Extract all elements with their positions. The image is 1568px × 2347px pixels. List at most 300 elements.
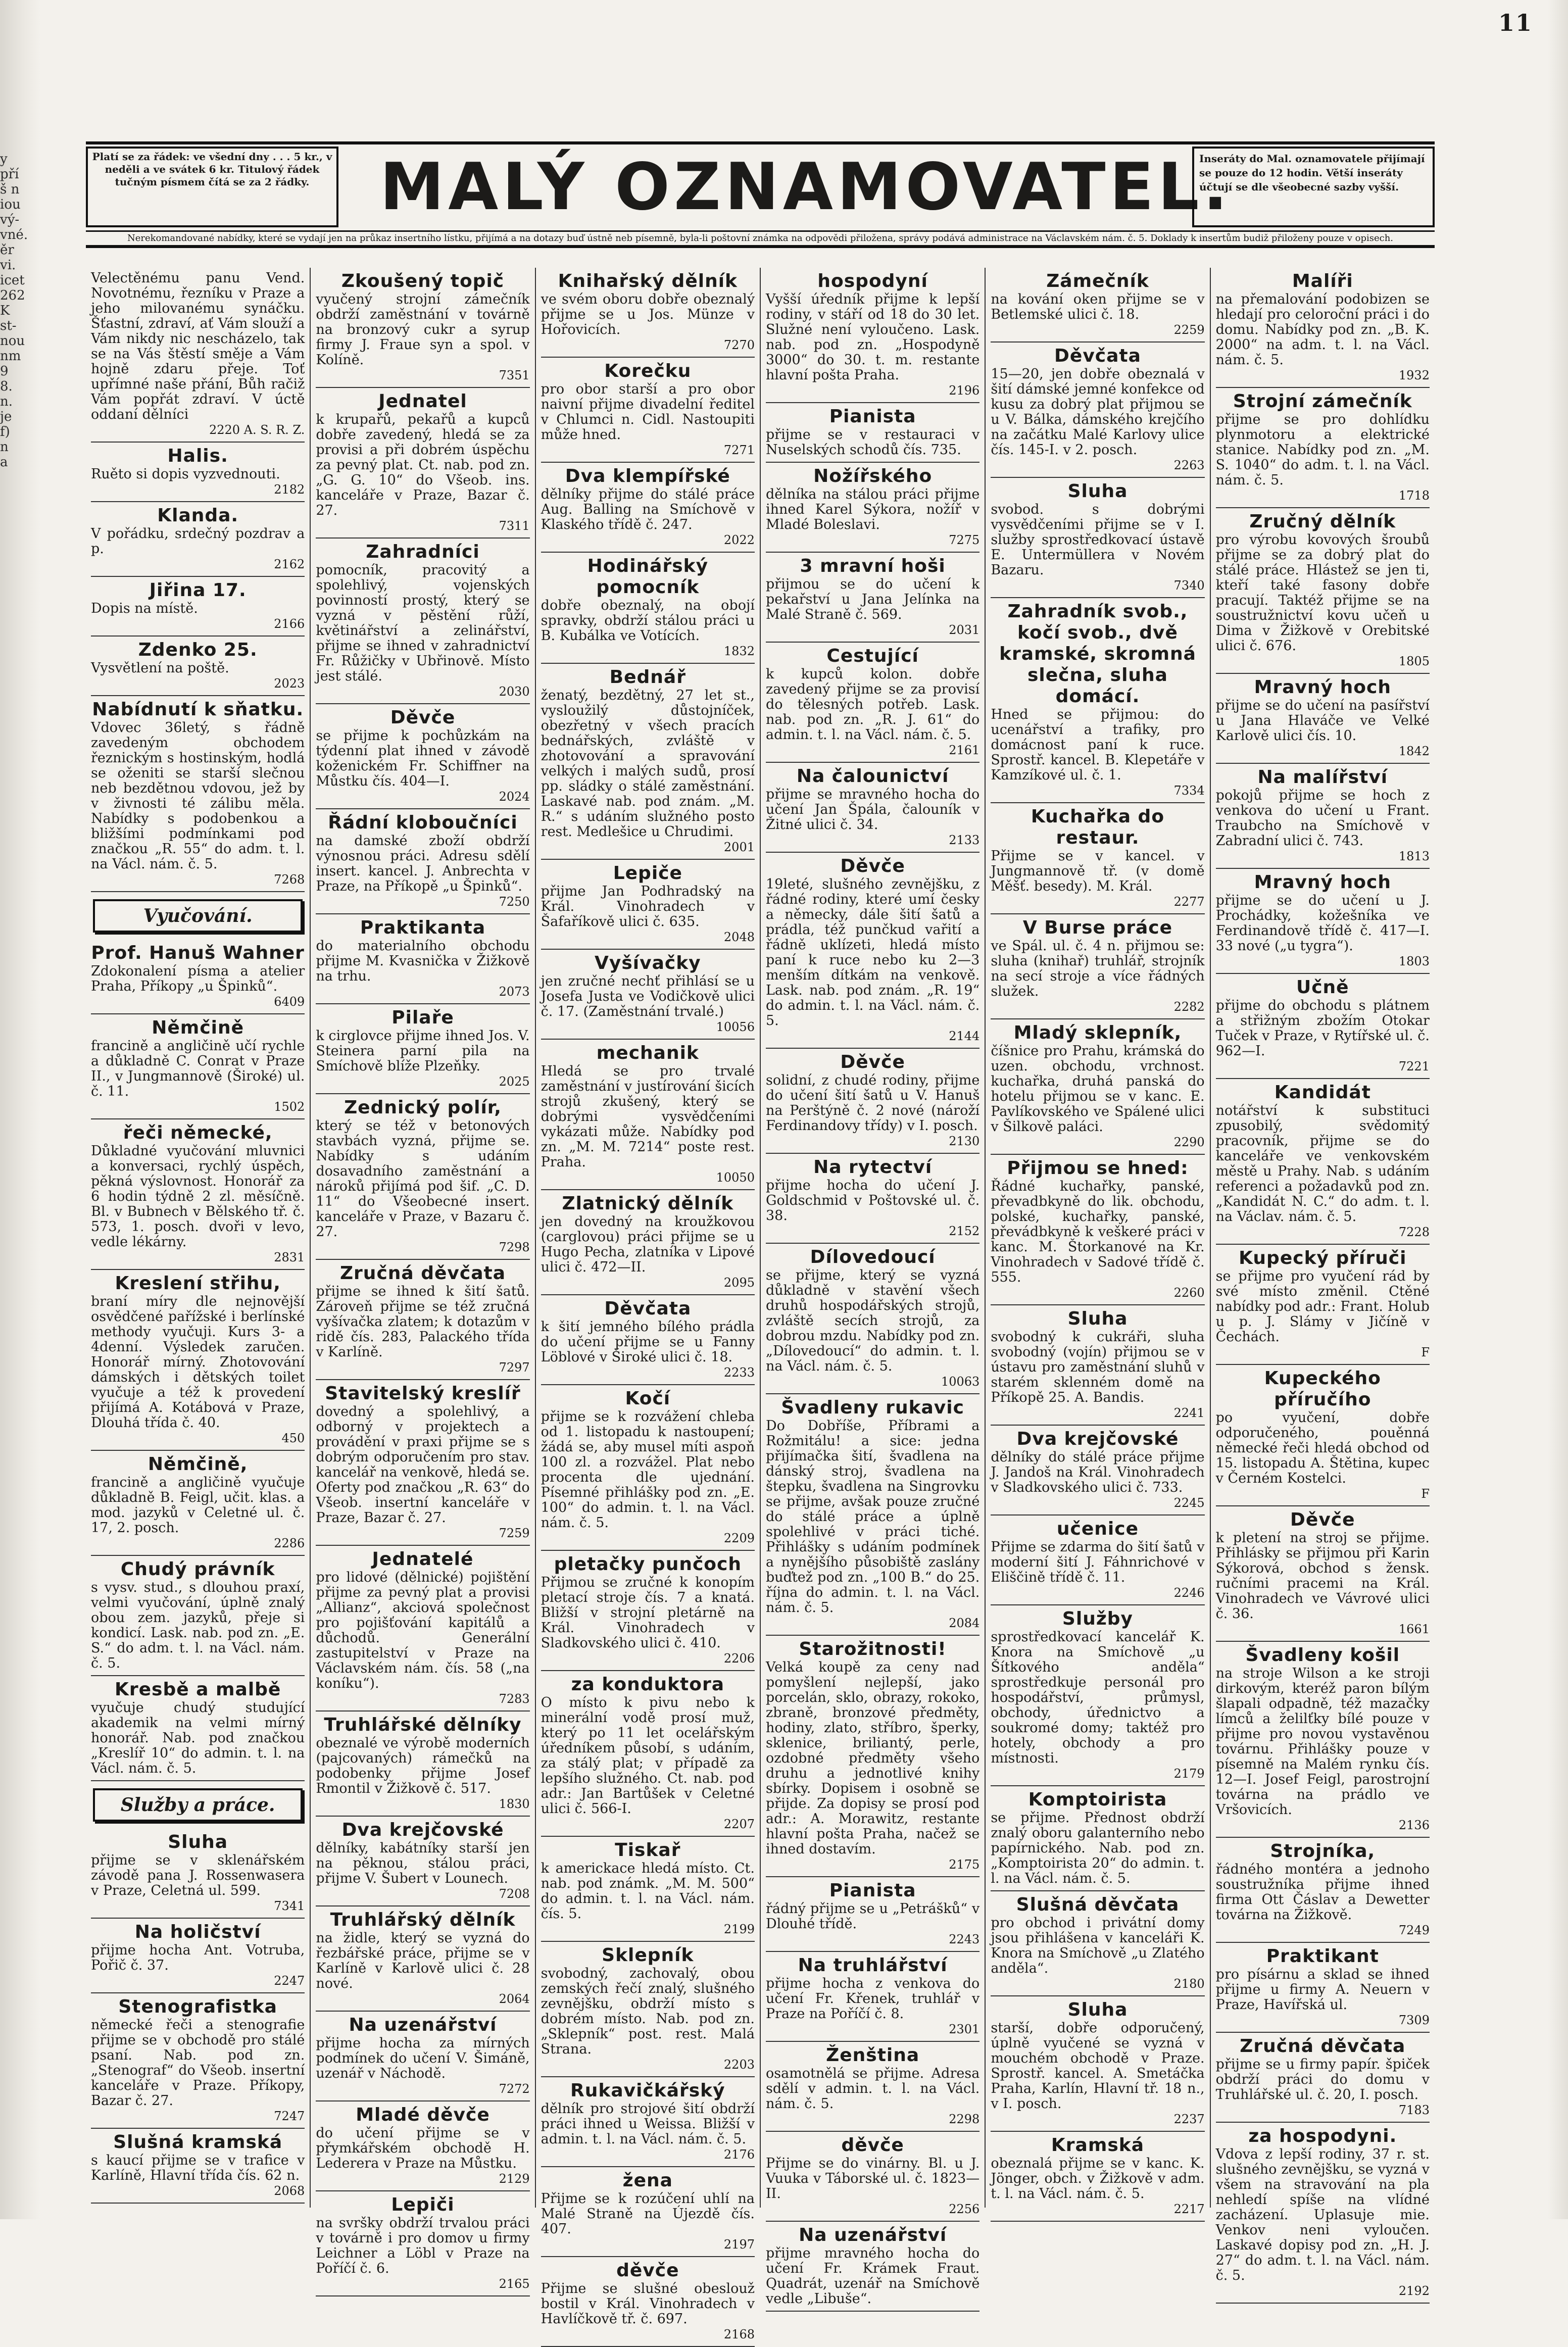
- ad-reference-number: 1661: [1398, 1622, 1430, 1636]
- ad-heading: mechanik: [596, 1043, 699, 1063]
- column-1: [86, 268, 311, 2208]
- ad-body: Vyšší úředník přijme k lepší rodiny, v stáří od 18 do 30 let. Služné není vyloučeno. Lask. nab. pod zn. „Hospodyně 3000“ do 30. t. m. restante hlavní pošta Praha.: [765, 291, 980, 383]
- ad-heading: za hospodyni.: [1248, 2126, 1397, 2146]
- ad-reference-number: 1803: [1398, 954, 1430, 968]
- ad-reference-number: 1502: [274, 1100, 305, 1114]
- ad-body: s vysv. stud., s dlouhou praxí, velmi vyučování, úplně znalý obou zem. jazyků, přeje si kondicí. Lask. nab. pod zn. „E. S.“ do adm. t. l. na Václ. nám. č. 5.: [91, 1580, 305, 1671]
- classified-ad: [766, 2042, 979, 2132]
- classified-ad: [91, 637, 305, 696]
- ad-heading: žena: [622, 2170, 673, 2191]
- ad-reference-number: 2168: [723, 2327, 755, 2341]
- classified-ad: [541, 553, 755, 664]
- ad-reference-number: 450: [281, 1431, 305, 1445]
- ad-reference-number: 2073: [499, 985, 530, 999]
- ad-reference-number: 7298: [499, 1240, 530, 1254]
- ad-reference-number: 2022: [723, 533, 755, 547]
- ad-heading: Halis.: [167, 446, 228, 466]
- ad-body: přijme se pro dohlídku plynmotoru a elektrické stanice. Nabídky pod zn. „M. S. 1040“ do adm. t. l. na Václ. nám. č. 5.: [1215, 412, 1430, 488]
- ad-reference-number: 2095: [723, 1276, 755, 1290]
- ad-heading: Kandidát: [1274, 1082, 1371, 1103]
- ad-body: pro obor starší a pro obor naivní přijme divadelní ředitel v Chlumci n. Cidl. Nastoupiti může hned.: [541, 381, 755, 443]
- ad-reference-number: 2831: [274, 1250, 305, 1264]
- ad-heading: Pianista: [829, 1880, 916, 1901]
- classified-ad: [766, 2132, 979, 2222]
- ad-heading: Lepiče: [613, 863, 682, 884]
- ad-body: Dopis na místě.: [91, 601, 198, 616]
- ad-body: Přijme se v kancel. v Jungmannově tř. (v domě Měšť. besedy). M. Král.: [991, 848, 1205, 894]
- ad-heading: Malíři: [1292, 271, 1353, 291]
- ad-body: přijme hocha z venkova do učení Fr. Křenek, truhlář v Praze na Poříčí č. 8.: [765, 1976, 980, 2022]
- ad-heading: Kupecký příruči: [1239, 1248, 1407, 1268]
- ad-heading: Vyšívačky: [595, 953, 701, 973]
- ad-heading: Přijmou se hned:: [1007, 1158, 1189, 1179]
- ad-body: osamotnělá se přijme. Adresa sdělí v admin. t. l. na Václ. nám. č. 5.: [765, 2066, 980, 2112]
- classified-ad: [316, 1546, 529, 1712]
- ad-body: svobodný k cukráři, sluha svobodný (vojín) přijmou se v ústavu pro zaměstnání sluhů v starém sklenném domě na Příkopě 25. A. Bandis.: [991, 1329, 1205, 1405]
- classified-ad: [541, 358, 755, 463]
- ad-reference-number: 2282: [1173, 1000, 1205, 1014]
- ad-body: přijme mravného hocha do učení Fr. Krámek Fraut. Quadrát, uzenář na Smíchově vedle „Libuše“.: [765, 2245, 980, 2307]
- ad-reference-number: 2152: [949, 1224, 980, 1238]
- ad-reference-number: 7250: [499, 895, 530, 909]
- ad-reference-number: 2165: [499, 2277, 530, 2291]
- ad-body: řádný přijme se u „Petrášků“ v Dlouhé třídě.: [765, 1901, 980, 1932]
- ad-body: přijme se mravného hocha do učení Jan Špála, čalouník v Žitné ulici č. 34.: [765, 787, 980, 833]
- ad-heading: Na uzenářství: [349, 2015, 497, 2035]
- classified-ad: [766, 643, 979, 763]
- ad-reference-number: 2209: [723, 1531, 755, 1545]
- ad-heading: Praktikanta: [360, 917, 486, 938]
- ad-heading: Sluha: [1067, 481, 1128, 502]
- ad-body: číšnice pro Prahu, krámská do uzen. obchodu, vrchnost. kuchařka, druhá panská do hotelu přijmou se v kanc. E. Pavlíkovského ve Spálené ulici v Šilkově paláci.: [991, 1043, 1205, 1135]
- ad-heading: Děvčata: [1054, 346, 1141, 366]
- classified-ad: [766, 1244, 979, 1394]
- ad-reference-number: 7283: [499, 1692, 530, 1706]
- ad-heading: Praktikant: [1266, 1946, 1379, 1967]
- ad-heading: Truhlářský dělník: [330, 1910, 516, 1930]
- classified-ad: [1216, 764, 1430, 869]
- classified-ad: [541, 1942, 755, 2077]
- ad-body: 19leté, slušného zevnějšku, z řádné rodiny, které umí česky a německy, dále šití šatů a prádla, též punčkud vařití a řádně uklízeti, hledá místo paní k ruce nebo ku 2—3 menším dítkám na venkově. Lask. nab. pod znám. „R. 19“ do admin. t. l. na Václ. nám. č. 5.: [765, 876, 980, 1029]
- scan-edge-right: [1548, 0, 1568, 2219]
- ad-heading: Stenografistka: [118, 1996, 277, 2017]
- ad-heading: za konduktora: [571, 1674, 725, 1695]
- ad-reference-number: 7259: [499, 1526, 530, 1540]
- ad-heading: Sklepník: [602, 1945, 694, 1966]
- ad-reference-number: 10056: [716, 1020, 755, 1034]
- ad-heading: Tiskař: [615, 1840, 681, 1861]
- ad-body: Vysvětlení na poště.: [91, 660, 229, 676]
- classified-ad: [991, 268, 1204, 343]
- ad-heading: Zručný dělník: [1249, 511, 1396, 532]
- ad-body: pro obchod i privátní domy jsou přihlášena v kanceláři K. Knora na Smíchově „u Zlatého anděla“.: [991, 1915, 1205, 1976]
- ad-body: dělníky do stálé práce přijme J. Jandoš na Král. Vinohradech v Sladkovského ulici č. 733.: [991, 1449, 1205, 1495]
- margin-fragment: f): [0, 424, 10, 439]
- ad-body: Velká koupě za ceny nad pomyšlení nejlepší, jako porcelán, sklo, obrazy, rokoko, zbraně, bronzové předměty, hodiny, zlato, stříbro, šperky, sklenice, briliantý, perle, ozdobné předměty všeho druhu a jednotlivé knihy sbírky. Dopisem i osobně se přijde. Za dopisy se prosí pod adr.: A. Morawitz, restante hlavní pošta Praha, načež se ihned dostavím.: [765, 1659, 980, 1857]
- ad-reference-number: 2290: [1173, 1135, 1205, 1149]
- margin-fragment: iou: [0, 197, 21, 212]
- classified-ad: [766, 1394, 979, 1636]
- ad-body: Vdovec 36letý, s řádně zavedeným obchodem řeznickým s hostinským, hodlá se oženiti se starší slečnou neb bezdětnou vdovou, jež by v živnosti té zálibu měla. Nabídky s podobenkou a bližšími podmínkami pod značkou „R. 55“ do adm. t. l. na Václ. nám. č. 5.: [91, 720, 305, 872]
- ad-heading: Mladý sklepník,: [1013, 1022, 1182, 1043]
- ad-body: se přijme k pochůzkám na týdenní plat ihned v závodě koženickém Fr. Schiffner na Můstku čís. 404—I.: [316, 728, 530, 789]
- ad-body: Přijme se zdarma do šití šatů v moderní šití J. Fáhnrichové v Eliščině třídě č. 11.: [991, 1539, 1205, 1585]
- ad-reference-number: 2192: [1398, 2284, 1430, 2298]
- ad-heading: Kramská: [1051, 2135, 1145, 2156]
- page-title: MALÝ OZNAMOVATEL.: [379, 149, 1232, 225]
- masthead-top-rule: [86, 141, 1435, 144]
- ad-body: braní míry dle nejnovější osvědčené pařížské i berlínské methody vyučuji. Kurs 3- a 4denní. Výsledek zaručen. Honorář mírný. Zhotovování dámských i dětských toilet vyučuje a též k provedení přijímá A. Kotábová v Praze, Dlouhá třída č. 40.: [91, 1294, 305, 1431]
- ad-heading: děvče: [841, 2135, 904, 2156]
- ad-body: ve svém oboru dobře obeznalý přijme se u Jos. Münze v Hořovicích.: [541, 291, 755, 337]
- ad-heading: Na rytectví: [813, 1157, 933, 1178]
- ad-body: Hledá se pro trvalé zaměstnání v justírování šicích strojů zkušený, který se dobrými vysvědčeními vykázati může. Nabídky pod zn. „M. M. 7214“ poste rest. Praha.: [541, 1063, 755, 1170]
- ad-body: pro písárnu a sklad se ihned přijme u firmy A. Neuern v Praze, Havířská ul.: [1215, 1967, 1430, 2013]
- ad-body: francině a angličině vyučuje důkladně B. Feigl, učit. klas. a mod. jazyků v Celetné ul. č. 17, 2. posch.: [91, 1475, 305, 1536]
- classified-ad: [541, 2257, 755, 2347]
- margin-fragment: st-: [0, 318, 17, 333]
- classified-ad: [991, 1996, 1204, 2132]
- ad-body: k krupařů, pekařů a kupců dobře zavedený, hledá se za provisi a při dobrém úspěchu za pevný plat. Ct. nab. pod zn. „G. G. 10“ do Všeob. ins. kanceláře v Praze, Bazar č. 27.: [316, 412, 530, 518]
- classified-ad: [991, 1426, 1204, 1515]
- ad-reference-number: 7247: [274, 2109, 305, 2123]
- classified-ad: [541, 860, 755, 950]
- classified-ad: [1216, 1245, 1430, 1365]
- ad-heading: Jednatel: [378, 391, 467, 412]
- ad-reference-number: 2161: [949, 743, 980, 757]
- classified-ad: [1216, 1506, 1430, 1642]
- margin-fragment: vné.: [0, 227, 28, 242]
- ad-heading: Jiřina 17.: [149, 580, 247, 601]
- ad-reference-number: 7334: [1173, 784, 1205, 798]
- ad-reference-number: 2136: [1398, 1818, 1430, 1832]
- classified-ad: [766, 1636, 979, 1877]
- ad-body: přijme hocha Ant. Votruba, Pořič č. 37.: [91, 1942, 305, 1973]
- classified-ad: [316, 1004, 529, 1094]
- ad-heading: Na uzenářství: [799, 2225, 947, 2245]
- ad-reference-number: F: [1421, 1345, 1430, 1359]
- classified-ad: [91, 1119, 305, 1270]
- ad-body: dělníky, kabátníky starší jen na pěknou, stálou práci, přijme V. Šubert v Lounech.: [316, 1840, 530, 1886]
- ad-heading: Dva krejčovské: [1016, 1429, 1179, 1449]
- ad-heading: Prof. Hanuš Wahner: [91, 943, 305, 963]
- classified-ad: [766, 1877, 979, 1952]
- classified-ad: [991, 914, 1204, 1019]
- classified-ad: [1216, 1365, 1430, 1506]
- ad-reference-number: 2129: [499, 2172, 530, 2186]
- ad-heading: Strojní zámečník: [1233, 391, 1412, 412]
- classified-ad: [991, 1891, 1204, 1996]
- classified-ad: [541, 2077, 755, 2167]
- ad-reference-number: 6409: [274, 995, 305, 1009]
- ad-body: k cirglovce přijme ihned Jos. V. Steinera parní pila na Smíchově blíže Plzeňky.: [316, 1028, 530, 1074]
- classified-ad: [1216, 674, 1430, 764]
- margin-fragment: vi.: [0, 258, 16, 273]
- ad-reference-number: 7272: [499, 2082, 530, 2096]
- ad-body: přijme se do učení u J. Prochádky, kožešníka ve Ferdinandově třídě č. 417—I. 33 nové („u tygra“).: [1215, 893, 1430, 954]
- ad-heading: Na holičství: [134, 1922, 261, 1942]
- ad-body: dělníky přijme do stálé práce Aug. Balling na Smíchově v Klaského třídě č. 247.: [541, 486, 755, 532]
- ad-reference-number: 2245: [1173, 1496, 1205, 1510]
- ad-body: dovedný a spolehlivý, a odborný v projektech a provádění v praxi přijme se s dobrým odporučením pro stav. kancelář na venkově, hledá se. Oferty pod značkou „R. 63“ do Všeob. insertní kanceláře v Praze, Bazar č. 27.: [316, 1404, 530, 1526]
- ad-reference-number: 2048: [723, 930, 755, 944]
- ad-heading: Lepiči: [391, 2194, 455, 2215]
- ad-reference-number: 2277: [1173, 895, 1205, 909]
- ad-reference-number: 1813: [1398, 849, 1430, 863]
- ad-heading: Hodinářský pomocník: [587, 556, 709, 598]
- ad-heading: Zručná děvčata: [339, 1263, 506, 1284]
- ad-reference-number: 7228: [1398, 1225, 1430, 1239]
- classified-ad: [541, 2167, 755, 2257]
- ad-body: dobře obeznalý, na obojí spravky, obdrží stálou práci u B. Kubálka ve Votících.: [541, 598, 755, 644]
- ad-heading: Strojníka,: [1270, 1841, 1376, 1862]
- ad-body: řádného montéra a jednoho soustružníka přijme ihned firma Ott Čáslav a Dewetter továrna na Žižkově.: [1215, 1862, 1430, 1923]
- ad-reference-number: 7183: [1398, 2103, 1430, 2117]
- ad-reference-number: 2246: [1173, 1586, 1205, 1600]
- column-4: [761, 268, 986, 2307]
- classified-ad: [991, 1515, 1204, 1605]
- ad-reference-number: 10063: [941, 1375, 980, 1389]
- ad-reference-number: 7208: [499, 1887, 530, 1901]
- classified-ad: [91, 1919, 305, 1993]
- ad-body: k šití jemného bílého prádla do učení přijme se u Fanny Löblové v Široké ulici č. 18.: [541, 1319, 755, 1365]
- ad-body: Přijme se k rozúčení uhlí na Malé Straně na Újezdě čís. 407.: [541, 2191, 755, 2237]
- classified-ad: [316, 1817, 529, 1906]
- ad-heading: Dílovedoucí: [810, 1247, 936, 1267]
- ad-heading: Sluha: [1067, 1999, 1128, 2020]
- ad-body: Řádné kuchařky, panské, převadbkyně do lik. obchodu, polské, kuchařky, panské, převádbkyně k veškeré práci v kanc. M. Štorkanové na Kr. Vinohradech v Sadové třídě č. 555.: [991, 1179, 1205, 1285]
- ad-heading: Děvče: [840, 1052, 905, 1072]
- ad-body: přijme hocha za mírných podmínek do učení V. Šimáně, uzenář v Náchodě.: [316, 2035, 530, 2081]
- administration-note: Nerekomandované nabídky, které se vydají jen na průkaz insertního lístku, přijímá a na dotazy buď ústně neb písemně, byla-li poštovní známka na odpovědi přiložena, správy podává administrace na Václavském nám. č. 5. Doklady k insertům budiž přiloženy pouze v opisech.: [86, 230, 1435, 248]
- ad-heading: Starožitnosti!: [799, 1639, 947, 1659]
- ad-heading: Děvče: [1290, 1509, 1355, 1530]
- ad-heading: Rukavičkářský: [570, 2080, 725, 2101]
- ad-heading: Ženština: [826, 2045, 920, 2066]
- classified-ad: [316, 268, 529, 388]
- ad-heading: Zkoušený topič: [341, 271, 505, 291]
- ad-reference-number: 2068: [274, 2184, 305, 2198]
- margin-fragment: 9: [0, 364, 9, 379]
- classified-ad: [91, 2129, 305, 2204]
- classified-ad: [991, 1305, 1204, 1426]
- ad-heading: Kreslení střihu,: [115, 1273, 281, 1294]
- ad-heading: Kuchařka do restaur.: [1031, 806, 1165, 848]
- margin-fragment: icet: [0, 273, 25, 288]
- ad-body: který se též v betonových stavbách vyzná, přijme se. Nabídky s udáním dosavadního zaměstnání a nároků přijímá pod šif. „C. D. 11“ do Všeobecné insert. kanceláře v Praze, v Bazaru č. 27.: [316, 1118, 530, 1240]
- ad-heading: Chudý právník: [120, 1559, 275, 1580]
- ad-body: do materialního obchodu přijme M. Kvasnička v Žižkově na trhu.: [316, 938, 530, 984]
- classified-ad: [991, 1786, 1204, 1891]
- ad-body: Přijme se do vinárny. Bl. u J. Vuuka v Táborské ul. č. 1823—II.: [765, 2156, 980, 2202]
- ad-heading: Kresbě a malbě: [114, 1679, 281, 1700]
- ad-body: solidní, z chudé rodiny, přijme do učení šití šatů u V. Hanuš na Perštýně č. 2 nové (nároží Ferdinandovy třídy) v I. posch.: [765, 1072, 980, 1134]
- classified-ad: [91, 502, 305, 577]
- classified-ad: [91, 443, 305, 502]
- ad-heading: Švadleny rukavic: [781, 1397, 964, 1418]
- margin-fragment: je: [0, 409, 12, 424]
- ad-body: k pletení na stroj se přijme. Přihlásky se přijmou při Karin Sýkorová, obchod s žensk. ručními pracemi na Král. Vinohradech ve Vávrové ulici č. 36.: [1215, 1530, 1430, 1622]
- ad-heading: Stavitelský kreslíř: [325, 1383, 521, 1404]
- ad-heading: Zdenko 25.: [138, 640, 258, 660]
- ad-heading: Slušná kramská: [113, 2132, 283, 2153]
- ad-body: přijme hocha do učení J. Goldschmid v Poštovské ul. č. 38.: [765, 1178, 980, 1224]
- ad-reference-number: 7268: [274, 872, 305, 887]
- ad-body: Zdokonalení písma a atelier Praha, Příkopy „u Špinků“.: [91, 963, 305, 994]
- ad-reference-number: 1932: [1398, 368, 1430, 382]
- ad-heading: Bednář: [609, 667, 686, 688]
- ad-heading: Děvče: [840, 856, 905, 876]
- ad-heading: Zručná děvčata: [1240, 2036, 1406, 2057]
- margin-fragment: pří: [0, 167, 19, 182]
- classified-ad: [1216, 1642, 1430, 1838]
- ad-heading: Němčině,: [148, 1454, 248, 1475]
- ad-reference-number: 7270: [723, 338, 755, 352]
- ad-heading: Švadleny košil: [1245, 1645, 1400, 1666]
- classified-ad: [316, 388, 529, 539]
- ad-reference-number: 2237: [1173, 2112, 1205, 2126]
- ad-reference-number: 7275: [949, 533, 980, 547]
- classified-ad: [541, 463, 755, 553]
- ad-reference-number: 2301: [949, 2022, 980, 2036]
- ad-heading: Nožířského: [813, 466, 933, 486]
- classified-ad: [766, 853, 979, 1049]
- classified-ad: [1216, 2123, 1430, 2304]
- ad-reference-number: 1832: [723, 644, 755, 658]
- classified-ad: [766, 403, 979, 463]
- insertion-rules-box: Inseráty do Mal. oznamovatele přijímají se pouze do 12 hodin. Větší inseráty účtují se dle všeobecné sazby vyšší.: [1192, 146, 1435, 227]
- ad-body: k americkace hledá místo. Ct. nab. pod známk. „M. M. 500“ do admin. t. l. na Václ. nám. čís. 5.: [541, 1861, 755, 1922]
- classified-ad: [1216, 1838, 1430, 1943]
- ad-body: Vdova z lepší rodiny, 37 r. st. slušného zevnějšku, se vyzná v všem na stravování na pla nehledí spíše na vlídné zacházení. Uplasuje mie. Venkov neni vyloučen. Laskavé dopisy pod zn. „H. J. 27“ do adm. t. l. na Václ. nám. č. 5.: [1215, 2146, 1430, 2283]
- ad-body: Velectěnému panu Vend. Novotnému, řezníku v Praze a jeho milovanému synáčku. Šťastní, zdraví, ať Vám slouží a Vám nikdy nic nescházelo, tak se na Vás štěstí směje a Vám hojně zdaru přeje. Toť upřímné naše přání, Bůh račiž Vám popřát zdraví. V úctě oddaní dělníci: [91, 270, 305, 422]
- ad-reference-number: 2203: [723, 2058, 755, 2072]
- ad-heading: hospodyní: [817, 271, 928, 291]
- ad-body: na kování oken přijme se v Betlemské ulici č. 18.: [991, 291, 1205, 322]
- classified-ad: [991, 803, 1204, 914]
- ad-heading: Dva krejčovské: [341, 1820, 504, 1840]
- classified-ad: [991, 343, 1204, 478]
- classified-ad: [316, 539, 529, 704]
- ad-reference-number: 2256: [949, 2202, 980, 2216]
- ad-reference-number: 2030: [499, 684, 530, 699]
- ad-reference-number: 2263: [1173, 458, 1205, 472]
- ad-reference-number: 2133: [949, 833, 980, 847]
- ad-body: svobod. s dobrými vysvědčeními přijme se v I. služby sprostředkovací ústavě E. Untermüllera v Novém Bazaru.: [991, 502, 1205, 578]
- ad-heading: Truhlářské dělníky: [324, 1715, 522, 1735]
- classified-ad: [991, 1019, 1204, 1155]
- ad-body: dělník pro strojové šití obdrží práci ihned u Weissa. Bližší v admin. t. l. na Václ. nám. č. 5.: [541, 2101, 755, 2147]
- ad-reference-number: 2220 A. S. R. Z.: [209, 423, 305, 437]
- classified-ad: [766, 1049, 979, 1154]
- classified-ad: [766, 2222, 979, 2312]
- left-margin-fragments: [0, 152, 35, 470]
- classified-ad: [91, 696, 305, 892]
- ad-reference-number: 2180: [1173, 1977, 1205, 1991]
- ad-body: 15—20, jen dobře obeznalá v šití dámské jemné konfekce od kusu za dobrý plat přijmou se u V. Bálka, dámského krejčího na začátku Malé Karlovy ulice čís. 145-I. v 2. posch.: [991, 366, 1205, 458]
- classified-ad: [1216, 268, 1430, 388]
- ad-body: V pořádku, srdečný pozdrav a p.: [91, 526, 305, 557]
- classified-ad: [541, 1040, 755, 1190]
- column-3: [536, 268, 761, 2341]
- classified-ad: [1216, 1079, 1430, 1245]
- ad-heading: Sluha: [168, 1832, 228, 1852]
- ad-reference-number: 7341: [274, 1899, 305, 1913]
- classified-ad: [91, 1451, 305, 1556]
- ad-reference-number: 7309: [1398, 2013, 1430, 2027]
- classified-ad: [1216, 974, 1430, 1079]
- classified-ad: [541, 1837, 755, 1942]
- ad-heading: Pilaře: [391, 1007, 454, 1028]
- ad-body: přijme do obchodu s plátnem a střižným zbožím Otokar Tuček v Praze, v Rytířské ul. č. 962—I.: [1215, 998, 1430, 1059]
- ad-heading: Služby: [1062, 1608, 1134, 1629]
- ad-reference-number: 2025: [499, 1074, 530, 1089]
- ad-reference-number: 1805: [1398, 654, 1430, 668]
- ad-heading: V Burse práce: [1022, 917, 1173, 938]
- ad-body: přijme se v restauraci v Nuselských schodů čís. 735.: [765, 427, 980, 458]
- ad-reference-number: 2024: [499, 790, 530, 804]
- margin-fragment: nm: [0, 349, 21, 364]
- ad-reference-number: 2162: [274, 557, 305, 571]
- classified-ad: [1216, 2033, 1430, 2123]
- ad-reference-number: 2175: [949, 1857, 980, 1872]
- ad-body: Do Dobříše, Příbrami a Rožmitálu! a sice: jedna přijímačka šití, švadlena na dánský stroj, švadlena na štepku, švadlena na Singrovku se přijme, avšak pouze zručné do stálé práce a úplně spolehlivé v práci tiché. Přihlášky s udáním podmínek a nynějšího působiště zaslány buďtež pod zn. „100 B.“ do 25. října do admin. t. l. na Václ. nám. č. 5.: [765, 1418, 980, 1616]
- ad-heading: Klanda.: [157, 505, 239, 526]
- ad-body: přijme se v sklenářském závodě pana J. Rossenwasera v Praze, Celetná ul. 599.: [91, 1852, 305, 1898]
- classified-ad: [316, 914, 529, 1004]
- classified-ad: [91, 940, 305, 1014]
- ad-body: vyučuje chudý studující akademik na velmi mírný honorář. Nab. pod značkou „Kreslíř 10“ do admin. t. l. na Václ. nám. č. 5.: [91, 1700, 305, 1776]
- ad-reference-number: 2260: [1173, 1286, 1205, 1300]
- classified-ad: [316, 2191, 529, 2296]
- ad-reference-number: 2233: [723, 1365, 755, 1380]
- classified-ad: [1216, 1943, 1430, 2033]
- ad-heading: pletačky punčoch: [554, 1554, 742, 1575]
- margin-fragment: y: [0, 152, 8, 167]
- classified-ad: [316, 809, 529, 914]
- ad-reference-number: 2176: [723, 2147, 755, 2162]
- ad-body: s kaucí přijme se v trafice v Karlíně, Hlavní třída čís. 62 n.: [91, 2153, 305, 2183]
- margin-fragment: nou: [0, 333, 25, 349]
- ad-heading: Zlatnický dělník: [562, 1193, 734, 1214]
- classified-ad: [316, 1712, 529, 1817]
- ad-body: Přijme se slušné obeslouž bostil v Král. Vinohradech v Havlíčkově tř. č. 697.: [541, 2281, 755, 2327]
- ad-heading: řeči německé,: [123, 1122, 273, 1143]
- ad-heading: Mladé děvče: [356, 2105, 490, 2125]
- ad-body: na svršky obdrží trvalou práci v továrně i pro domov u firmy Leichner a Löbl v Praze na Poříčí č. 6.: [316, 2215, 530, 2276]
- classified-ad: [541, 664, 755, 860]
- classified-ad: [316, 1094, 529, 1260]
- ad-heading: Děvčata: [604, 1298, 692, 1319]
- ad-heading: Kočí: [625, 1388, 671, 1409]
- classified-ad: [316, 1260, 529, 1380]
- classified-ad: [766, 1154, 979, 1244]
- classified-ad: [541, 1190, 755, 1295]
- ad-body: na damské zboží obdrží výnosnou práci. Adresu sdělí insert. kancel. J. Anbrechta v Praze, na Příkopě „u Špinků“.: [316, 833, 530, 894]
- ad-body: pro výrobu kovových šroubů přijme se za dobrý plat do stálé práce. Hlástež se jen ti, kteří také fasony dobře pracují. Taktéž přijme se na soustružnictví kovu učeň u Dima v Žižkově v Orebitské ulici č. 676.: [1215, 532, 1430, 654]
- ad-body: po vyučení, dobře odporučeného, pouěnná německé řeči hledá obchod od 15. listopadu A. Štětina, kupec v Černém Kostelci.: [1215, 1410, 1430, 1486]
- ad-reference-number: 7340: [1173, 578, 1205, 593]
- ad-heading: Jednatelé: [372, 1549, 474, 1570]
- classified-ad: [766, 463, 979, 553]
- ad-reference-number: 7351: [499, 368, 530, 382]
- ad-heading: Učně: [1296, 977, 1349, 998]
- classified-ad: [541, 1551, 755, 1671]
- ad-reference-number: 2199: [723, 1922, 755, 1936]
- ad-reference-number: 2144: [949, 1029, 980, 1043]
- classified-ad: [541, 1671, 755, 1837]
- ad-reference-number: 2206: [723, 1651, 755, 1666]
